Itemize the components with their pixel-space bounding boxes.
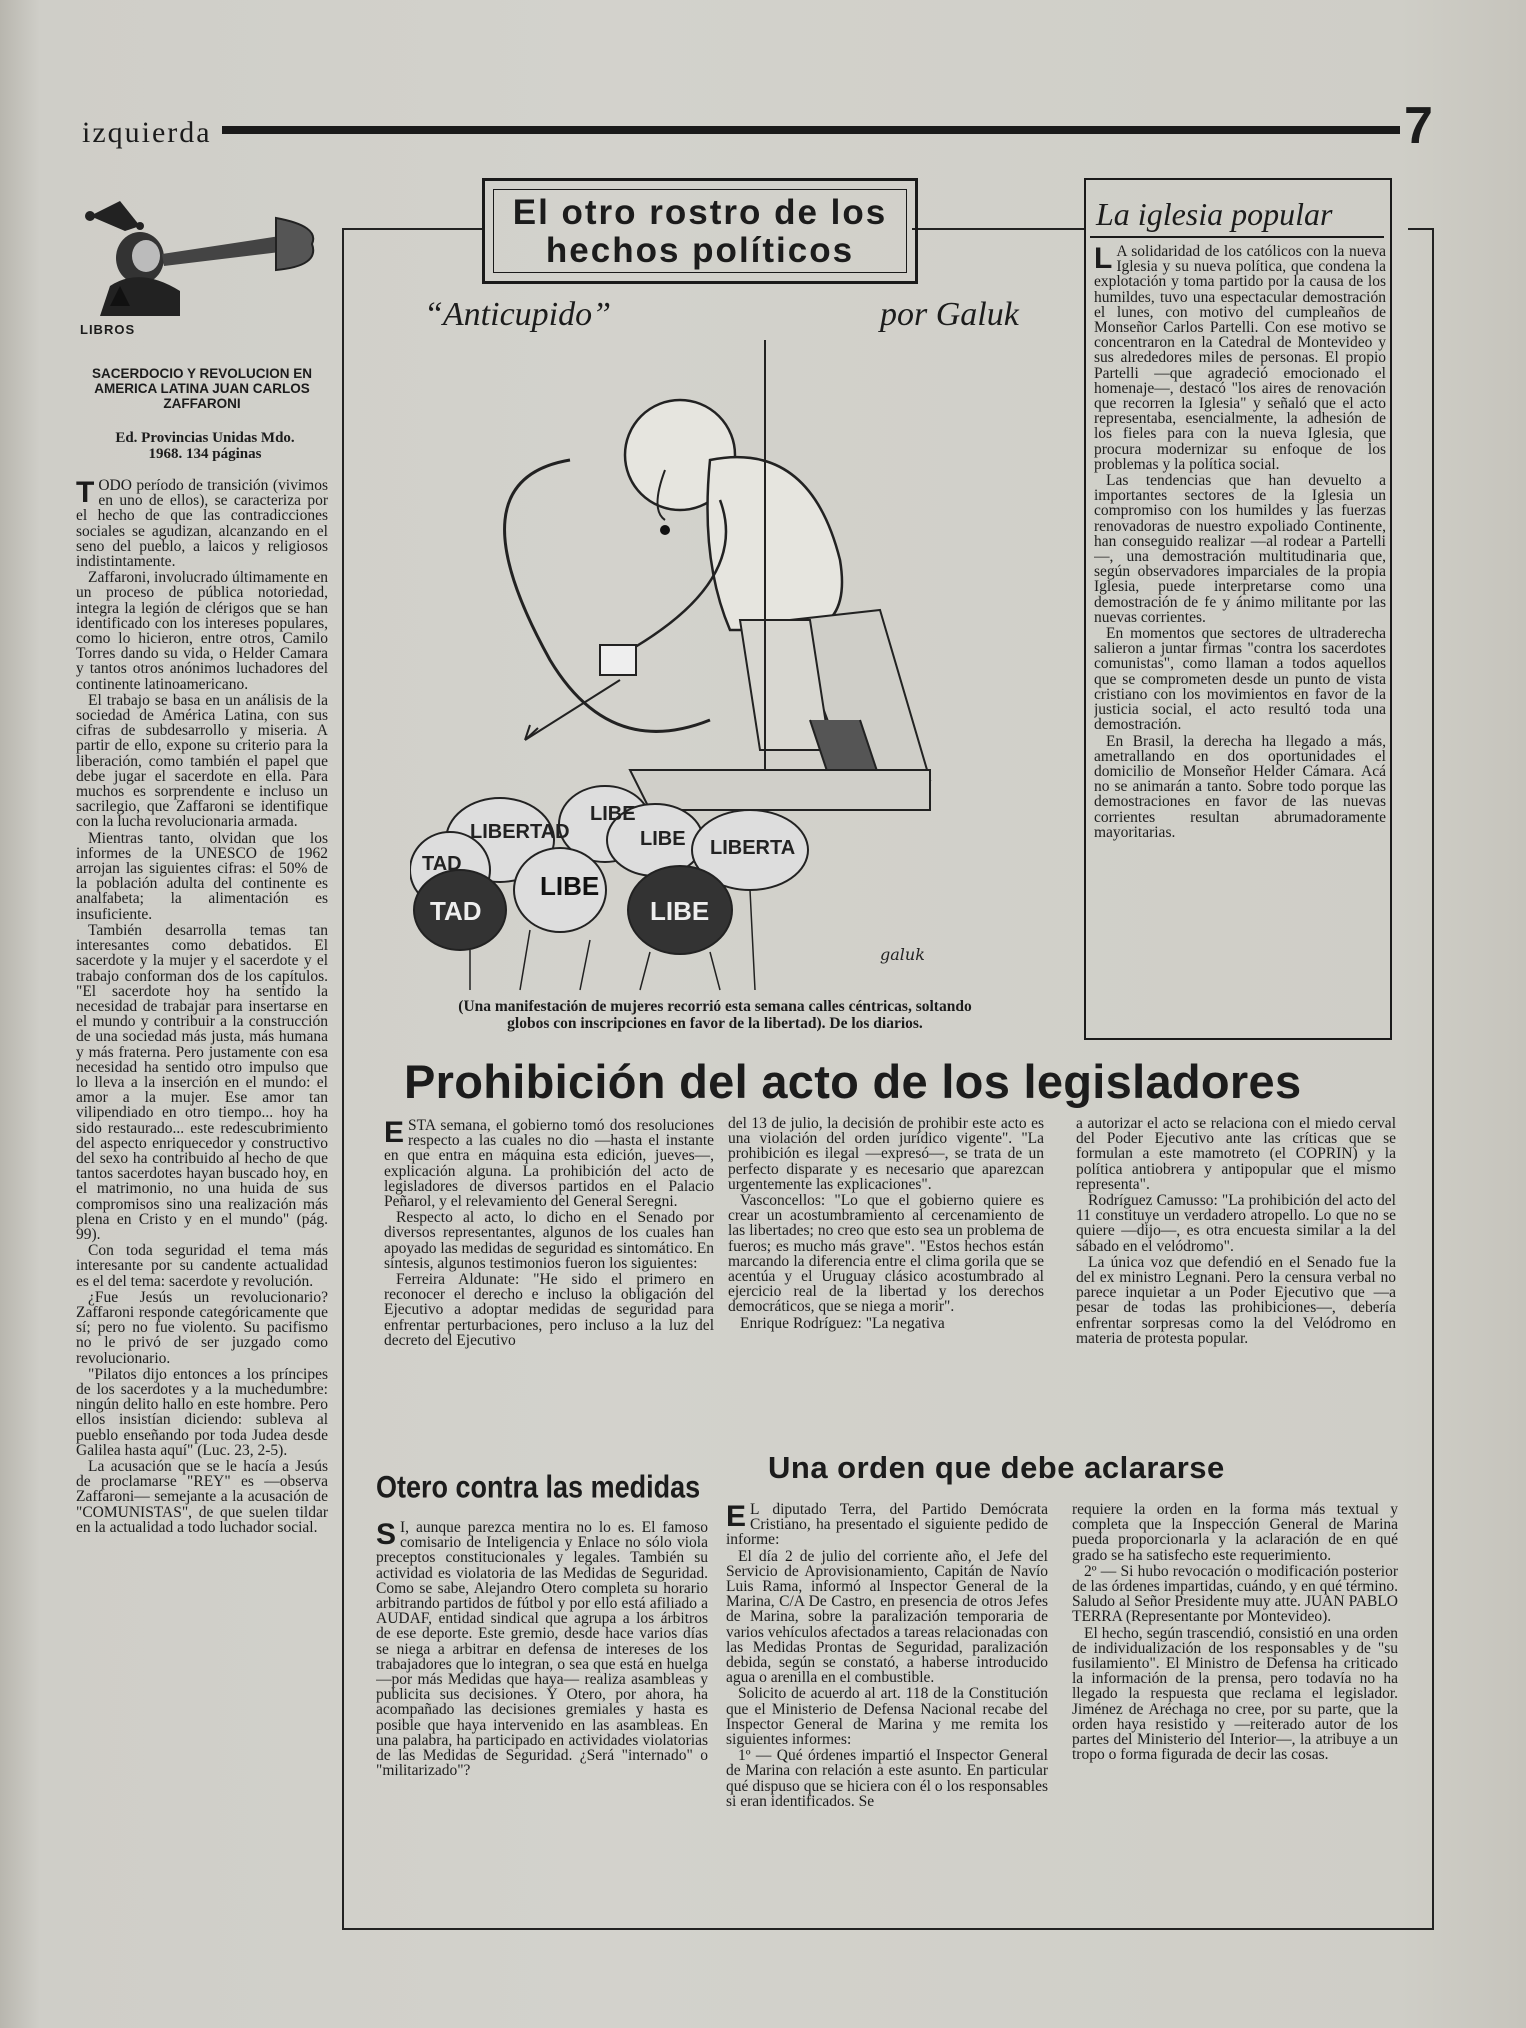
paragraph: Rodríguez Camusso: "La prohibición del acto del 11 constituye un verdadero atropello. Lo que no se quiere —dijo—, es otra encuesta similar a la del sábado en el velódromo".	[1076, 1192, 1396, 1255]
paragraph: En momentos que sectores de ultraderecha salieron a juntar firmas "contra los sacerdotes comunistas", como llaman a todos aquellos que se comprometen desde un punto de vista cristiano con los movimientos en favor de la justicia social, el acto resultó toda una demostración.	[1094, 625, 1386, 734]
section-label-libros: LIBROS	[80, 322, 136, 337]
frame-rule	[1432, 228, 1434, 1930]
paragraph: El trabajo se basa en un análisis de la sociedad de América Latina, con sus cifras de subdesarrollo y miseria. A partir de ello, expone su criterio para la liberación, como también el papel que debe jugar el sacerdote en ella. Para muchos es sorprendente e incluso un sacrilegio, que Zaffaroni se identifique con la lucha revolucionaria armada.	[76, 691, 328, 831]
paragraph: El hecho, según trascendió, consistió en una orden de individualización de los responsables y de "su fusilamiento". El Ministro de Defensa ha criticado la información de la prensa, pero todavía no ha llegado la respuesta que reclama el legislador. Jiménez de Aréchaga no cree, por su parte, que la orden haya resistido y —reiterado autor de los partes del Ministerio del Interior—, la atribuye a un tropo o forma figurada de decir las cosas.	[1072, 1624, 1398, 1764]
paragraph: a autorizar el acto se relaciona con el miedo cerval del Poder Ejecutivo ante las críticas que se formulan a este mamotreto (el COPRIN) y la política antiobrera y antipopular que el mismo representa".	[1076, 1116, 1396, 1193]
cartoon-title: “Anticupido”	[424, 296, 612, 333]
header-rule	[222, 126, 1400, 134]
paragraph: El día 2 de julio del corriente año, el Jefe del Servicio de Aprovisionamiento, Capitán de Navío Luis Rama, informó al Inspector General de la Marina, C/A De Castro, en presencia de otros Jefes de Marina, sobre la paralización temporaria de varios vehículos afectados a tareas relacionadas con las Medidas Prontas de Seguridad, paralización debida, según se constató, a haberse introducido agua o arenilla en el combustible.	[726, 1547, 1048, 1687]
frame-rule	[342, 1928, 1434, 1930]
orden-title: Una orden que debe aclararse	[768, 1450, 1225, 1485]
balloon-label: LIBE	[590, 803, 636, 825]
otero-body	[376, 1520, 708, 1920]
paragraph: Mientras tanto, olvidan que los informes de la UNESCO de 1962 arrojan las siguientes cifras: el 50% de la población adulta del continente es analfabeta; la alimentación es insuficiente.	[76, 829, 328, 923]
article-column	[384, 1118, 714, 1428]
balloon-label: LIBE	[640, 828, 686, 850]
otero-title: Otero contra las medidas	[376, 1470, 701, 1505]
dropcap: E	[726, 1502, 747, 1533]
iglesia-body	[1094, 244, 1386, 1032]
frame-rule	[342, 228, 344, 1930]
headline: Prohibición del acto de los legisladores	[404, 1055, 1302, 1108]
dropcap: E	[384, 1118, 405, 1149]
balloon-label: TAD	[422, 853, 462, 875]
paragraph: Con toda seguridad el tema más interesante por su candente actualidad es el del tema: sacerdote y revolución.	[76, 1242, 328, 1290]
paragraph: 2º — Si hubo revocación o modificación posterior de las órdenes impartidas, cuándo, y en qué término. Saludo al Señor Presidente muy atte. JUAN PABLO TERRA (Representante por Montevideo).	[1072, 1562, 1398, 1626]
cartoonist-signature: galuk	[880, 945, 925, 964]
paragraph: Solicito de acuerdo al art. 118 de la Constitución que el Ministerio de Defensa Nacional recabe del Inspector General de Marina y me remita los siguientes informes:	[726, 1685, 1048, 1749]
paragraph: "Pilatos dijo entonces a los príncipes de los sacerdotes y a la muchedumbre: ningún delito hallo en este hombre. Pero ellos insistían diciendo: subleva al pueblo enseñando por toda Judea desde Galilea hasta aquí" (Luc. 23, 2-5).	[76, 1365, 328, 1459]
cartoon-caption: (Una manifestación de mujeres recorrió esta semana calles céntricas, soltando globos con inscripciones en favor de la libertad). De los diarios.	[458, 998, 972, 1032]
balloon-label: TAD	[430, 896, 482, 926]
paragraph: La acusación que se le hacía a Jesús de proclamarse "REY" es —observa Zaffaroni— semejante a la acusación de "COMUNISTAS", de que suelen tildar en la actualidad a todo luchador social.	[76, 1458, 328, 1536]
paragraph: STA semana, el gobierno tomó dos resoluciones respecto a las cuales no dio —hasta el instante en que entra en máquina esta edición, jueves—, explicación alguna. La prohibición del acto de legisladores de diversos partidos en el Palacio Peñarol, y el relevamiento del General Seregni.	[384, 1118, 714, 1211]
book-title: SACERDOCIO Y REVOLUCION EN AMERICA LATINA JUAN CARLOS ZAFFARONI	[91, 366, 313, 411]
paragraph: 1º — Qué órdenes impartió el Inspector General de Marina con relación a este asunto. En particular qué dispuso que se hiciera con él o los responsables si eran identificados. Se	[726, 1747, 1048, 1810]
paragraph: Las tendencias que han devuelto a importantes sectores de la Iglesia un compromiso con los humildes y las fuerzas renovadoras de nuestro expoliado Continente, han conseguido realizar —al rodear a Partelli—, una demostración multitudinaria que, según observadores imparciales de la propia Iglesia, puede interpretarse como una demostración de fe y ánimo militante por las nuevas corrientes.	[1094, 472, 1386, 626]
book-publisher: Ed. Provincias Unidas Mdo. 1968. 134 páginas	[115, 430, 295, 462]
jester-trumpet-icon	[80, 196, 320, 316]
page-number: 7	[1404, 97, 1433, 155]
paragraph: En Brasil, la derecha ha llegado a más, ametrallando en dos oportunidades el domicilio de Monseñor Helder Cámara. Acá no se animarán a tanto. Sobre todo porque las demostraciones en favor de las nuevas corrientes resultan abrumadoramente mayoritarias.	[1094, 732, 1386, 841]
dropcap: T	[76, 478, 95, 509]
orden-column	[726, 1502, 1048, 1920]
book-review-body	[76, 478, 328, 1926]
frame-rule	[912, 228, 1084, 230]
balloon-group	[410, 786, 808, 990]
cartoon-author: por Galuk	[880, 296, 1019, 333]
iglesia-rule	[1090, 236, 1384, 238]
balloon-label: LIBERTAD	[470, 821, 570, 843]
paragraph: Enrique Rodríguez: "La negativa	[740, 1314, 945, 1332]
dropcap: S	[376, 1520, 397, 1551]
cartoon-illustration	[410, 340, 970, 1000]
paragraph: Ferreira Aldunate: "He sido el primero en reconocer el derecho e incluso la obligación del Ejecutivo a adoptar medidas de seguridad para enfrentar perturbaciones, pero incluso a la luz del decreto del Ejecutivo	[384, 1271, 714, 1349]
paragraph: ¿Fue Jesús un revolucionario? Zaffaroni responde categóricamente que sí; pero no fue violento. Su pacifismo no le privó de ser juzgado como revolucionario.	[76, 1288, 328, 1367]
paragraph: requiere la orden en la forma más textual y completa que la Inspección General de Marina pueda proporcionarla y la aclaración de en qué grado se ha satisfecho este requerimiento.	[1072, 1502, 1398, 1564]
balloon-label: LIBERTA	[710, 837, 796, 859]
orden-column	[1072, 1502, 1398, 1920]
paragraph: A solidaridad de los católicos con la nueva Iglesia y su nueva política, que condena la explotación y toma partido por la causa de los humildes, tuvo una espectacular demostración el lunes, con motivo del cumpleaños de Monseñor Carlos Partelli. Con ese motivo se concentraron en la Catedral de Montevideo y sus alrededores miles de personas. El propio Partelli —que agradeció emocionado el homenaje—, destacó "los aires de renovación que recorren la Iglesia" y señaló que el acto representaba, esencialmente, la adhesión de los fieles para con la nueva Iglesia, que procura modernizar su enfoque de los problemas y la política social.	[1094, 244, 1386, 473]
paragraph: Zaffaroni, involucrado últimamente en un proceso de pública notoriedad, integra la legión de clérigos que se han identificado con los intereses populares, como lo hicieron, entre otros, Camilo Torres dando su vida, o Helder Camara y tantos otros anónimos luchadores del continente latinoamericano.	[76, 569, 328, 693]
feature-title: El otro rostro de los hechos políticos	[493, 189, 907, 273]
frame-rule	[1408, 228, 1434, 230]
paragraph: del 13 de julio, la decisión de prohibir este acto es una violación del orden jurídico vigente". "La prohibición es ilegal —expresó—, se trata de un perfecto disparate y es necesario que aparezcan urgentemente las explicaciones".	[728, 1116, 1044, 1193]
paragraph: L diputado Terra, del Partido Demócrata Cristiano, ha presentado el siguiente pedido de informe:	[726, 1502, 1048, 1549]
article-column	[1076, 1116, 1396, 1432]
feature-title-box	[482, 178, 918, 284]
paragraph: Respecto al acto, lo dicho en el Senado por diversos representantes, algunos de los cuales han apoyado las medidas de seguridad es sintomático. En síntesis, algunos testimonios fueron los siguientes:	[384, 1209, 714, 1272]
masthead-name: izquierda	[82, 116, 212, 149]
paragraph: I, aunque parezca mentira no lo es. El famoso comisario de Inteligencia y Enlace no sólo viola preceptos constitucionales y legales. También su actividad es violatoria de las Medidas de Seguridad. Como se sabe, Alejandro Otero completa su horario arbitrando partidos de fútbol y por ello está afiliado a AUDAF, entidad sindical que agrupa a los árbitros de ese deporte. Este gremio, desde hace varios días se niega a arbitrar en defensa de intereses de los trabajadores que lo integran, o sea que está en huelga —por más Medidas que haya— realiza asambleas y publicita sus decisiones. Y Otero, por ahora, ha acompañado las decisiones gremiales y hasta es posible que haya intervenido en las asambleas. En una palabra, ha participado en actividades violatorias de las Medidas de Seguridad. ¿Será "internado" o "militarizado"?	[376, 1520, 708, 1780]
frame-rule	[342, 228, 482, 230]
paragraph: La única voz que defendió en el Senado fue la del ex ministro Legnani. Pero la censura verbal no parece inquietar a un Poder Ejecutivo que —a pesar de todas las prohibiciones—, debería enfrentar sorpresas como la del Velódromo en materia de protesta popular.	[1076, 1253, 1396, 1347]
balloon-label: LIBE	[650, 896, 710, 926]
paragraph: Vasconcellos: "Lo que el gobierno quiere es crear un acostumbramiento al cercenamiento de las libertades; no creo que esto sea un problema de fueros; es mucho más grave". "Estos hechos están marcando la diferencia entre el clima gorila que se acentúa y el Uruguay clásico acostumbrado al ejercicio real de la libertad y los derechos democráticos, que se niega a morir".	[728, 1192, 1044, 1316]
balloon-label: LIBE	[540, 871, 600, 901]
paragraph: También desarrolla temas tan interesantes como debatidos. El sacerdote y la mujer y el sacerdote y el trabajo conforman dos de los capítulos. "El sacerdote hoy ha sentido la necesidad de trabajar para insertarse en el mundo y contribuir a la construcción de una sociedad más justa, más humana y más fraterna. Pero justamente con esa necesidad ha sentido otro impulso que lo lleva a la inserción en el mundo: el amor a la mujer. Ese amor tan vilipendiado en otro tiempo... hoy ha sido restaurado... este redescubrimiento del aspecto enriquecedor y constructivo del sexo ha contribuido al hecho de que tantos sacerdotes hayan buscado hoy, en el matrimonio, no una huida de sus compromisos sino una realización más plena en Cristo y en el mundo" (pág. 99).	[76, 921, 328, 1243]
paragraph: ODO período de transición (vivimos en uno de ellos), se caracteriza por el hecho de que las contradicciones sociales se agudizan, alcanzando en el seno del pueblo, a laicos y religiosos indistintamente.	[76, 478, 328, 571]
dropcap: L	[1094, 244, 1113, 275]
article-column	[728, 1116, 1044, 1432]
iglesia-title: La iglesia popular	[1096, 196, 1333, 232]
